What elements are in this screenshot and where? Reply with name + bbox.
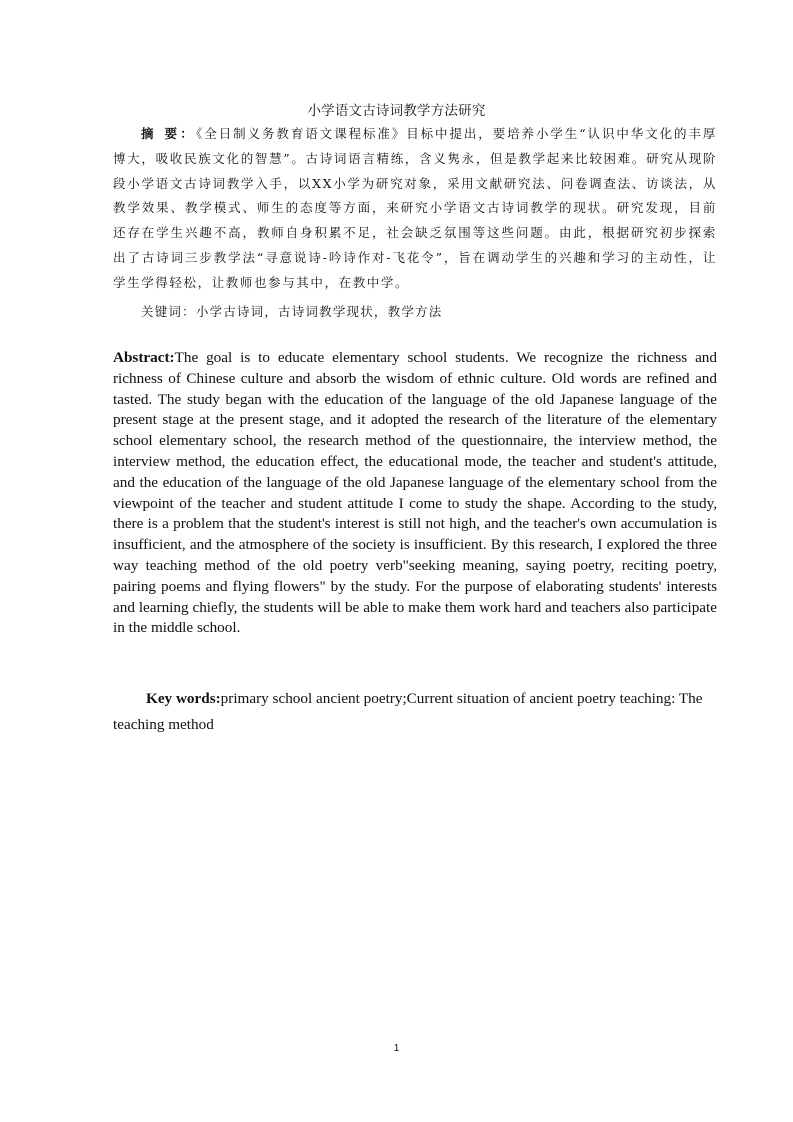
english-abstract-text: The goal is to educate elementary school students. We recognize the richness and richness of Chinese culture and absorb the wisdom of ethnic culture. Old words are refined and tasted. The study began with the education of the language of the old Japanese language of the present stage at the present stage, and it adopted the research of the literature of the elementary school elementary school, the research method of the questionnaire, the interview method, the interview method, the education effect, the educational mode, the teacher and student's attitude, and the education of the language of the old Japanese language of the elementary school from the viewpoint of the teacher and student attitude I come to study the shape. According to the study, there is a problem that the student's interest is still not high, and the teacher's own accumulation is insufficient, and the atmosphere of the society is insufficient. By this research, I explored the three way teaching method of the old poetry verb"seeking meaning, saying poetry, reciting poetry, pairing poems and flying flowers" by the study. For the purpose of elaborating students' interests and learning chiefly, the students will be able to make them work hard and teachers also participate in the middle school. [113,349,717,637]
page-number: 1 [393,1043,400,1054]
chinese-abstract-text: 《全日制义务教育语文课程标准》目标中提出，要培养小学生“认识中华文化的丰厚博大，吸收民族文化的智慧”。古诗词语言精练，含义隽永，但是教学起来比较困难。研究从现阶段小学语文古诗词教学入手，以XX小学为研究对象，采用文献研究法、问卷调查法、访谈法，从教学效果、教学模式、师生的态度等方面，来研究小学语文古诗词教学的现状。研究发现，目前还存在学生兴趣不高，教师自身积累不足，社会缺乏氛围等这些问题。由此，根据研究初步探索出了古诗词三步教学法“寻意说诗-吟诗作对-飞花令”，旨在调动学生的兴趣和学习的主动性，让学生学得轻松，让教师也参与其中，在教中学。 [113,126,717,290]
english-keywords-text: primary school ancient poetry;Current situation of ancient poetry teaching: The teaching method [113,690,703,733]
chinese-abstract [113,122,717,296]
english-keywords [113,686,717,738]
chinese-keywords-text: 小学古诗词，古诗词教学现状，教学方法 [195,304,443,319]
chinese-keywords [113,300,717,324]
english-abstract-label: Abstract: [113,349,175,366]
english-keywords-label: Key words: [146,690,221,707]
english-abstract [113,348,717,639]
chinese-abstract-label: 摘 要： [141,126,197,141]
document-title: 小学语文古诗词教学方法研究 [307,103,486,119]
chinese-keywords-label: 关键词： [141,304,196,319]
